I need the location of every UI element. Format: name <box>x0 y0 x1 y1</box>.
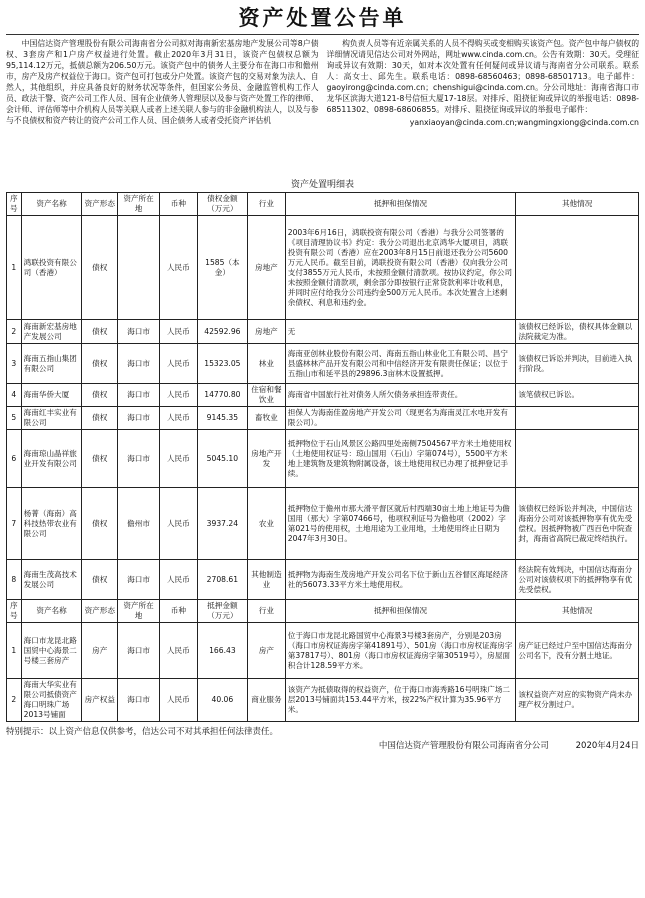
footer-date: 2020年4月24日 <box>575 741 639 751</box>
intro-left-column <box>6 38 319 176</box>
cell-name: 海口市龙昆北路国贸中心海景二号楼三套房产 <box>21 623 82 679</box>
table-row <box>7 384 639 407</box>
cell-form: 债权 <box>82 488 118 560</box>
cell-other <box>516 430 639 488</box>
cell-amt: 40.06 <box>197 679 247 722</box>
cell-no: 2 <box>7 320 22 344</box>
cell-name: 海南五指山集团有限公司 <box>21 344 82 384</box>
cell-ind: 林业 <box>248 344 286 384</box>
table-row <box>7 407 639 430</box>
asset-detail-table <box>6 192 639 722</box>
cell-ind: 农业 <box>248 488 286 560</box>
cell-amt: 1585（本金） <box>197 216 247 320</box>
column-header: 债权金额（万元） <box>197 193 247 216</box>
cell-cur: 人民币 <box>160 216 198 320</box>
cell-amt: 2708.61 <box>197 560 247 600</box>
cell-cur: 人民币 <box>160 623 198 679</box>
cell-cur: 人民币 <box>160 344 198 384</box>
cell-name: 海南华侨大厦 <box>21 384 82 407</box>
table-caption: 资产处置明细表 <box>290 180 354 190</box>
column-header: 抵押金额（万元） <box>197 600 247 623</box>
column-header: 序号 <box>7 600 22 623</box>
cell-name: 鸿联投资有限公司（香港） <box>21 216 82 320</box>
cell-guar: 无 <box>285 320 516 344</box>
cell-form: 债权 <box>82 344 118 384</box>
cell-form: 债权 <box>82 430 118 488</box>
intro-right-text: 构负责人员等有近亲属关系的人员不得购买或变相购买该资产包。资产包中每户债权的详细情况请见信达公司对外网站，网址www.cinda.com.cn。公告有效期：30天。受理征询或异议有效期：30天，如对本次处置有任何疑问或异议请与海南省分公司联系。联系人：高女士、邱先生。联系电话：0898-68560463；0898-68501713。电子邮件：gaoyirong@cinda.com.cn；chenshigui@cinda.com.cn。分公司地址：海南省海口市龙华区滨海大道121-8号信恒大厦17-18层。对排斥、阻挠征询或异议的举报电话：0898-68511302、0898-68606855。对排斥、阻挠征询或异议的举报电子邮件： <box>326 39 639 114</box>
cell-loc: 海口市 <box>118 384 160 407</box>
cell-loc: 海口市 <box>118 407 160 430</box>
table-row <box>7 344 639 384</box>
cell-other: 该权益资产对应的实物资产尚未办理产权分割过户。 <box>516 679 639 722</box>
cell-other: 经法院有效判决，中国信达海南分公司对该债权项下的抵押物享有优先受偿权。 <box>516 560 639 600</box>
cell-cur: 人民币 <box>160 384 198 407</box>
cell-loc: 海口市 <box>118 560 160 600</box>
cell-other: 房产证已经过户至中国信达海南分公司名下，没有分割土地证。 <box>516 623 639 679</box>
table-row <box>7 560 639 600</box>
table-row <box>7 216 639 320</box>
cell-ind: 住宿和餐饮业 <box>248 384 286 407</box>
cell-other: 该债权已经诉讼并判决，中国信达海南分公司对该抵押物享有优先受偿权。因抵押物被广西百色中院查封，海南省高院已裁定终结执行。 <box>516 488 639 560</box>
cell-amt: 42592.96 <box>197 320 247 344</box>
table-header-row-2 <box>7 600 639 623</box>
cell-no: 6 <box>7 430 22 488</box>
cell-no: 2 <box>7 679 22 722</box>
column-header: 序号 <box>7 193 22 216</box>
column-header: 其他情况 <box>516 600 639 623</box>
intro-right-column <box>327 38 640 176</box>
column-header: 资产名称 <box>21 193 82 216</box>
cell-name: 海南新宏基房地产发展公司 <box>21 320 82 344</box>
cell-name: 海南大华实业有限公司抵债资产海口明珠广场2013号铺面 <box>21 679 82 722</box>
cell-ind: 房产 <box>248 623 286 679</box>
cell-guar: 抵押物为海南生茂房地产开发公司名下位于新山五谷督区海尾经济社的56073.33平方米土地使用权。 <box>285 560 516 600</box>
column-header: 资产形态 <box>82 193 118 216</box>
cell-amt: 15323.05 <box>197 344 247 384</box>
cell-ind: 畜牧业 <box>248 407 286 430</box>
title-divider <box>6 34 639 35</box>
cell-ind: 房地产 <box>248 320 286 344</box>
column-header: 资产名称 <box>21 600 82 623</box>
intro-left-text: 中国信达资产管理股份有限公司海南省分公司拟对海南新宏基房地产发展公司等8户债权、3套房产和1户房产权益进行处置。截止2020年3月31日，该资产包债权总额为95,114.12万元，抵债总额为206.50万元。该资产包中的债务人主要分布在海口市和儋州市，房产及房产权益位于海口。资产包可打包或分户处置。该资产包的交易对象为法人、自然人，其他组织，并应具备良好的财务状况等条件，但国家公务员、金融监管机构工作人员、政法干警、资产公司工作人员、国有企业债务人管理层以及参与资产处置工作的律师、会计师、评估师等中介机构人员等关联人或者上述关联人参与的非金融机构法人，以及与参与不良债权和资产转让的资产公司工作人员、国企债务人或者受托资产评估机 <box>6 39 319 125</box>
cell-guar: 海南省中国旅行社对债务人所欠债务承担连带责任。 <box>285 384 516 407</box>
cell-name: 杨菁（海南）高科技热带农业有限公司 <box>21 488 82 560</box>
cell-ind: 其他制造业 <box>248 560 286 600</box>
intro-section <box>6 38 639 176</box>
cell-form: 债权 <box>82 407 118 430</box>
cell-no: 1 <box>7 623 22 679</box>
table-row <box>7 679 639 722</box>
cell-amt: 9145.35 <box>197 407 247 430</box>
column-header: 资产形态 <box>82 600 118 623</box>
cell-name: 海南红丰实业有限公司 <box>21 407 82 430</box>
cell-ind: 房地产 <box>248 216 286 320</box>
special-note: 特别提示：以上资产信息仅供参考，信达公司不对其承担任何法律责任。 <box>6 727 279 737</box>
cell-no: 4 <box>7 384 22 407</box>
cell-form: 债权 <box>82 384 118 407</box>
cell-guar: 2003年6月16日，鸿联投资有限公司（香港）与我分公司签署的《项目清理协议书》约定：我分公司退出北京鸿华大厦项目，鸿联投资有限公司（香港）应在2003年8月15日前退还我分公司5600万元人民币。截至目前，鸿联投资有限公司（香港）仅向我分公司支付3855万元人民币，未按照金额付清款项。按协议约定，你公司未按照金额付清款项，剩余部分即按银行正常贷款利率计收利息，并同时应付给我分公司违约金500万元人民币。本次处置含上述剩余债权、利息和违约金。 <box>285 216 516 320</box>
cell-other: 该债权已诉讼并判决，目前进入执行阶段。 <box>516 344 639 384</box>
cell-loc: 海口市 <box>118 623 160 679</box>
cell-no: 1 <box>7 216 22 320</box>
cell-no: 3 <box>7 344 22 384</box>
table-row <box>7 320 639 344</box>
cell-form: 房产权益 <box>82 679 118 722</box>
cell-other <box>516 407 639 430</box>
cell-amt: 3937.24 <box>197 488 247 560</box>
cell-guar: 位于海口市龙昆北路国贸中心海景3号楼3套房产，分别是203房（海口市房权证海房字第41891号）、501房（海口市房权证海房字第37817号）、801房（海口市房权证海房字第30519号），房屋面积合计128.59平方米。 <box>285 623 516 679</box>
cell-cur: 人民币 <box>160 679 198 722</box>
cell-loc <box>118 216 160 320</box>
cell-loc: 海口市 <box>118 679 160 722</box>
cell-no: 8 <box>7 560 22 600</box>
page-title: 资产处置公告单 <box>238 5 407 30</box>
table-row <box>7 623 639 679</box>
cell-other <box>516 216 639 320</box>
footer <box>6 740 639 752</box>
table-row <box>7 430 639 488</box>
cell-guar: 抵押物位于儋州市那大滑平督区就后村西端30亩土地上地证号为儋国用（那大）字第07466号，他项权利证号为儋他项（2002）字第021号的使用权，土地用途为工业用地，土地使用终止日期为2047年3月30日。 <box>285 488 516 560</box>
cell-form: 房产 <box>82 623 118 679</box>
column-header: 行业 <box>248 193 286 216</box>
cell-guar: 担保人为海南佳盈房地产开发公司（现更名为海南灵江水电开发有限公司）。 <box>285 407 516 430</box>
cell-cur: 人民币 <box>160 488 198 560</box>
table-header-row <box>7 193 639 216</box>
cell-cur: 人民币 <box>160 430 198 488</box>
cell-form: 债权 <box>82 320 118 344</box>
cell-guar: 海南亚创林业股份有限公司、海南五指山林业化工有限公司、昌宁县盛林林产品开发有限公司和中信经济开发有限责任保证；以位于五指山市和延平县的29896.3亩林木设置抵押。 <box>285 344 516 384</box>
cell-no: 7 <box>7 488 22 560</box>
column-header: 币种 <box>160 600 198 623</box>
cell-no: 5 <box>7 407 22 430</box>
cell-amt: 14770.80 <box>197 384 247 407</box>
column-header: 抵押和担保情况 <box>285 600 516 623</box>
column-header: 资产所在地 <box>118 193 160 216</box>
column-header: 资产所在地 <box>118 600 160 623</box>
cell-cur: 人民币 <box>160 407 198 430</box>
cell-guar: 抵押物位于石山风景区公路四里处南侧7504567平方米土地使用权（土地使用权证号：琼山国用（石山）字第074号），5500平方米地上建筑物及建筑物附属设备，该土地使用权已办理了抵押登记手续。 <box>285 430 516 488</box>
cell-name: 海南琼山晶祥旅业开发有限公司 <box>21 430 82 488</box>
cell-other: 该债权已经诉讼，债权具体金额以法院裁定为准。 <box>516 320 639 344</box>
cell-ind: 房地产开发 <box>248 430 286 488</box>
cell-name: 海南生茂高技术发展公司 <box>21 560 82 600</box>
cell-loc: 海口市 <box>118 430 160 488</box>
cell-amt: 166.43 <box>197 623 247 679</box>
cell-loc: 海口市 <box>118 344 160 384</box>
footer-org: 中国信达资产管理股份有限公司海南省分公司 <box>378 741 549 751</box>
column-header: 币种 <box>160 193 198 216</box>
cell-form: 债权 <box>82 560 118 600</box>
cell-guar: 该资产为抵债取得的权益资产，位于海口市海秀路16号明珠广场二层2013号铺面共153.44平方米，按22%产权计算为35.96平方米。 <box>285 679 516 722</box>
table-row <box>7 488 639 560</box>
cell-other: 该笔债权已诉讼。 <box>516 384 639 407</box>
cell-loc: 儋州市 <box>118 488 160 560</box>
cell-amt: 5045.10 <box>197 430 247 488</box>
cell-cur: 人民币 <box>160 320 198 344</box>
column-header: 行业 <box>248 600 286 623</box>
cell-form: 债权 <box>82 216 118 320</box>
cell-cur: 人民币 <box>160 560 198 600</box>
report-emails: yanxiaoyan@cinda.com.cn;wangmingxiong@cinda.com.cn <box>409 118 639 127</box>
column-header: 抵押和担保情况 <box>285 193 516 216</box>
cell-loc: 海口市 <box>118 320 160 344</box>
cell-ind: 商业服务 <box>248 679 286 722</box>
column-header: 其他情况 <box>516 193 639 216</box>
